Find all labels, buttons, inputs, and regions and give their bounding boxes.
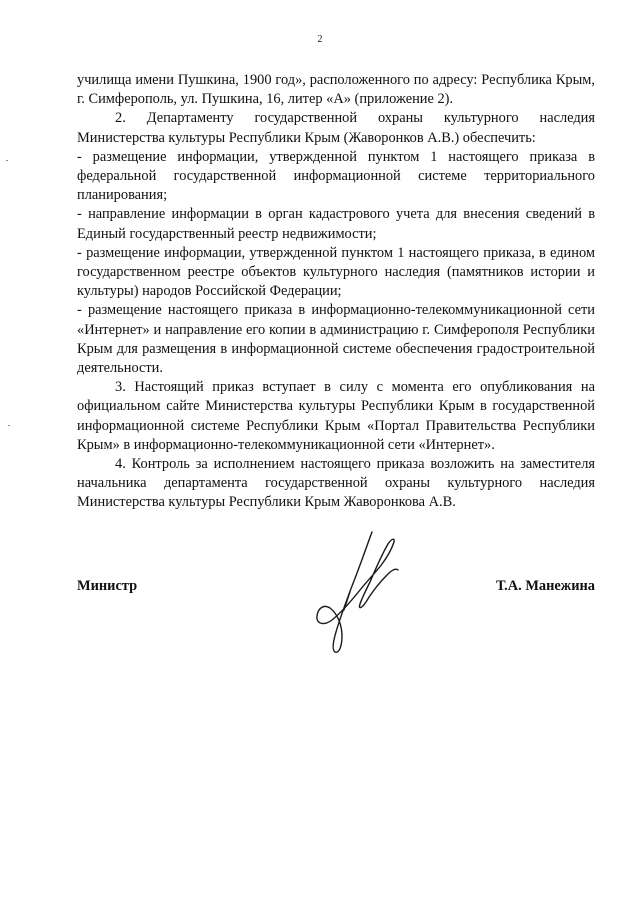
scan-artifact-1 [6,160,8,161]
paragraph-item-4: 4. Контроль за исполнением настоящего приказа возложить на заместителя начальника департамента государственной охраны культурного наследия Министерства культуры Республики Крым Жаворонкова А.В. [77,456,595,511]
scan-artifact-2 [8,425,10,426]
bullet-cadastral: - направление информации в орган кадастрового учета для внесения сведений в Единый государственный реестр недвижимости; [77,206,595,242]
handwritten-signature [302,528,422,658]
signer-position: Министр [77,578,138,594]
document-body [77,71,595,513]
page-number: 2 [317,34,323,45]
bullet-federal-system: - размещение информации, утвержденной пунктом 1 настоящего приказа в федеральной государственной информационной системе территориального планирования; [77,148,595,204]
paragraph-item-2: 2. Департаменту государственной охраны культурного наследия Министерства культуры Республики Крым (Жаворонков А.В.) обеспечить: [77,110,595,146]
paragraph-continuation: училища имени Пушкина, 1900 год», расположенного по адресу: Республика Крым, г. Симферополь, ул. Пушкина, 16, литер «А» (приложение 2). [77,72,595,108]
paragraph-item-3: 3. Настоящий приказ вступает в силу с момента его опубликования на официальном сайте Министерства культуры Республики Крым в государственной информационной системе Республики Крым «Портал Правительства Республики Крым» в информационно-телекоммуникационной сети «Интернет». [77,379,595,453]
bullet-internet-publication: - размещение настоящего приказа в информационно-телекоммуникационной сети «Интернет» и направление его копии в администрацию г. Симферополя Республики Крым для размещения в информационной системе обеспечения градостроительной деятельности. [77,302,595,377]
signer-name: Т.А. Манежина [495,578,595,594]
bullet-heritage-registry: - размещение информации, утвержденной пунктом 1 настоящего приказа, в едином государственном реестре объектов культурного наследия (памятников истории и культуры) народов Российской Федерации; [77,244,595,300]
